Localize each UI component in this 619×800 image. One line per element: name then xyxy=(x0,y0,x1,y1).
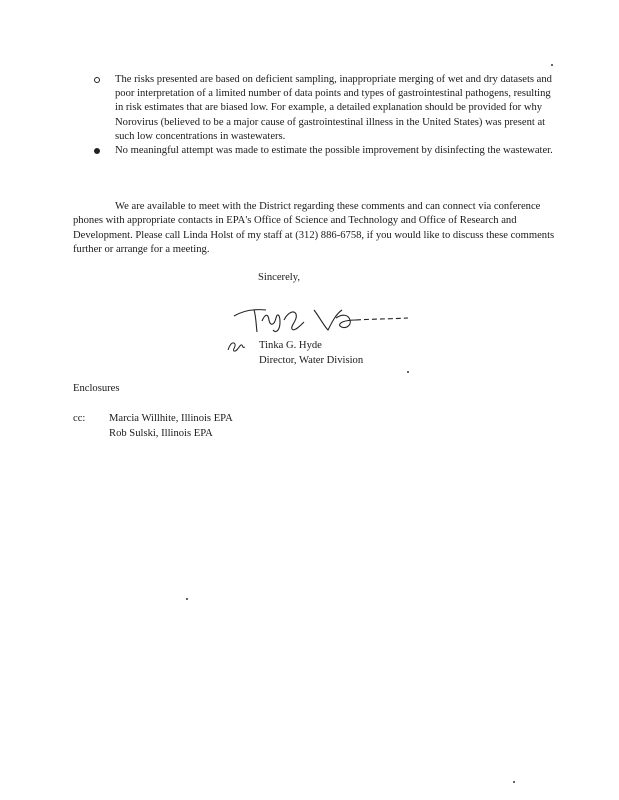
cc-recipient: Marcia Willhite, Illinois EPA xyxy=(109,413,233,424)
cc-label: cc: xyxy=(73,413,86,424)
scan-speck xyxy=(186,598,188,600)
signer-title: Director, Water Division xyxy=(259,354,364,366)
handwritten-signature xyxy=(232,296,412,336)
bullet-item xyxy=(94,144,556,158)
per-mark-initial xyxy=(226,338,248,354)
enclosures-label: Enclosures xyxy=(73,383,120,394)
signer-block xyxy=(259,339,363,368)
body-paragraph: We are available to meet with the District regarding these comments and can connect via conference phones with appropriate contacts in EPA's Office of Science and Technology and Office of Research and Development. Please call Linda Holst of my staff at (312) 886-6758, if you would like to discuss these comments further or arrange for a meeting. xyxy=(73,201,555,255)
closing-salutation: Sincerely, xyxy=(258,272,300,283)
bullet-point-icon xyxy=(94,77,100,83)
scan-speck xyxy=(407,371,409,373)
signer-name: Tinka G. Hyde xyxy=(259,340,322,351)
bullet-text: No meaningful attempt was made to estimate the possible improvement by disinfecting the wastewater. xyxy=(115,145,553,157)
scan-speck xyxy=(513,781,515,783)
bullet-point-icon xyxy=(94,148,100,154)
bullet-list xyxy=(94,73,556,158)
cc-recipient-list xyxy=(109,412,233,441)
scan-speck xyxy=(551,64,553,66)
cc-recipient: Rob Sulski, Illinois EPA xyxy=(109,427,213,439)
bullet-text: The risks presented are based on deficient sampling, inappropriate merging of wet and dry datasets and poor interpretation of a limited number of data points and types of gastrointestinal pathogens, resulting in risk estimates that are biased low. For example, a detailed explanation should be provided for why Norovirus (believed to be a major cause of gastrointestinal illness in the United States) was present at such low concentrations in wastewaters. xyxy=(115,74,552,142)
bullet-item xyxy=(94,73,556,144)
